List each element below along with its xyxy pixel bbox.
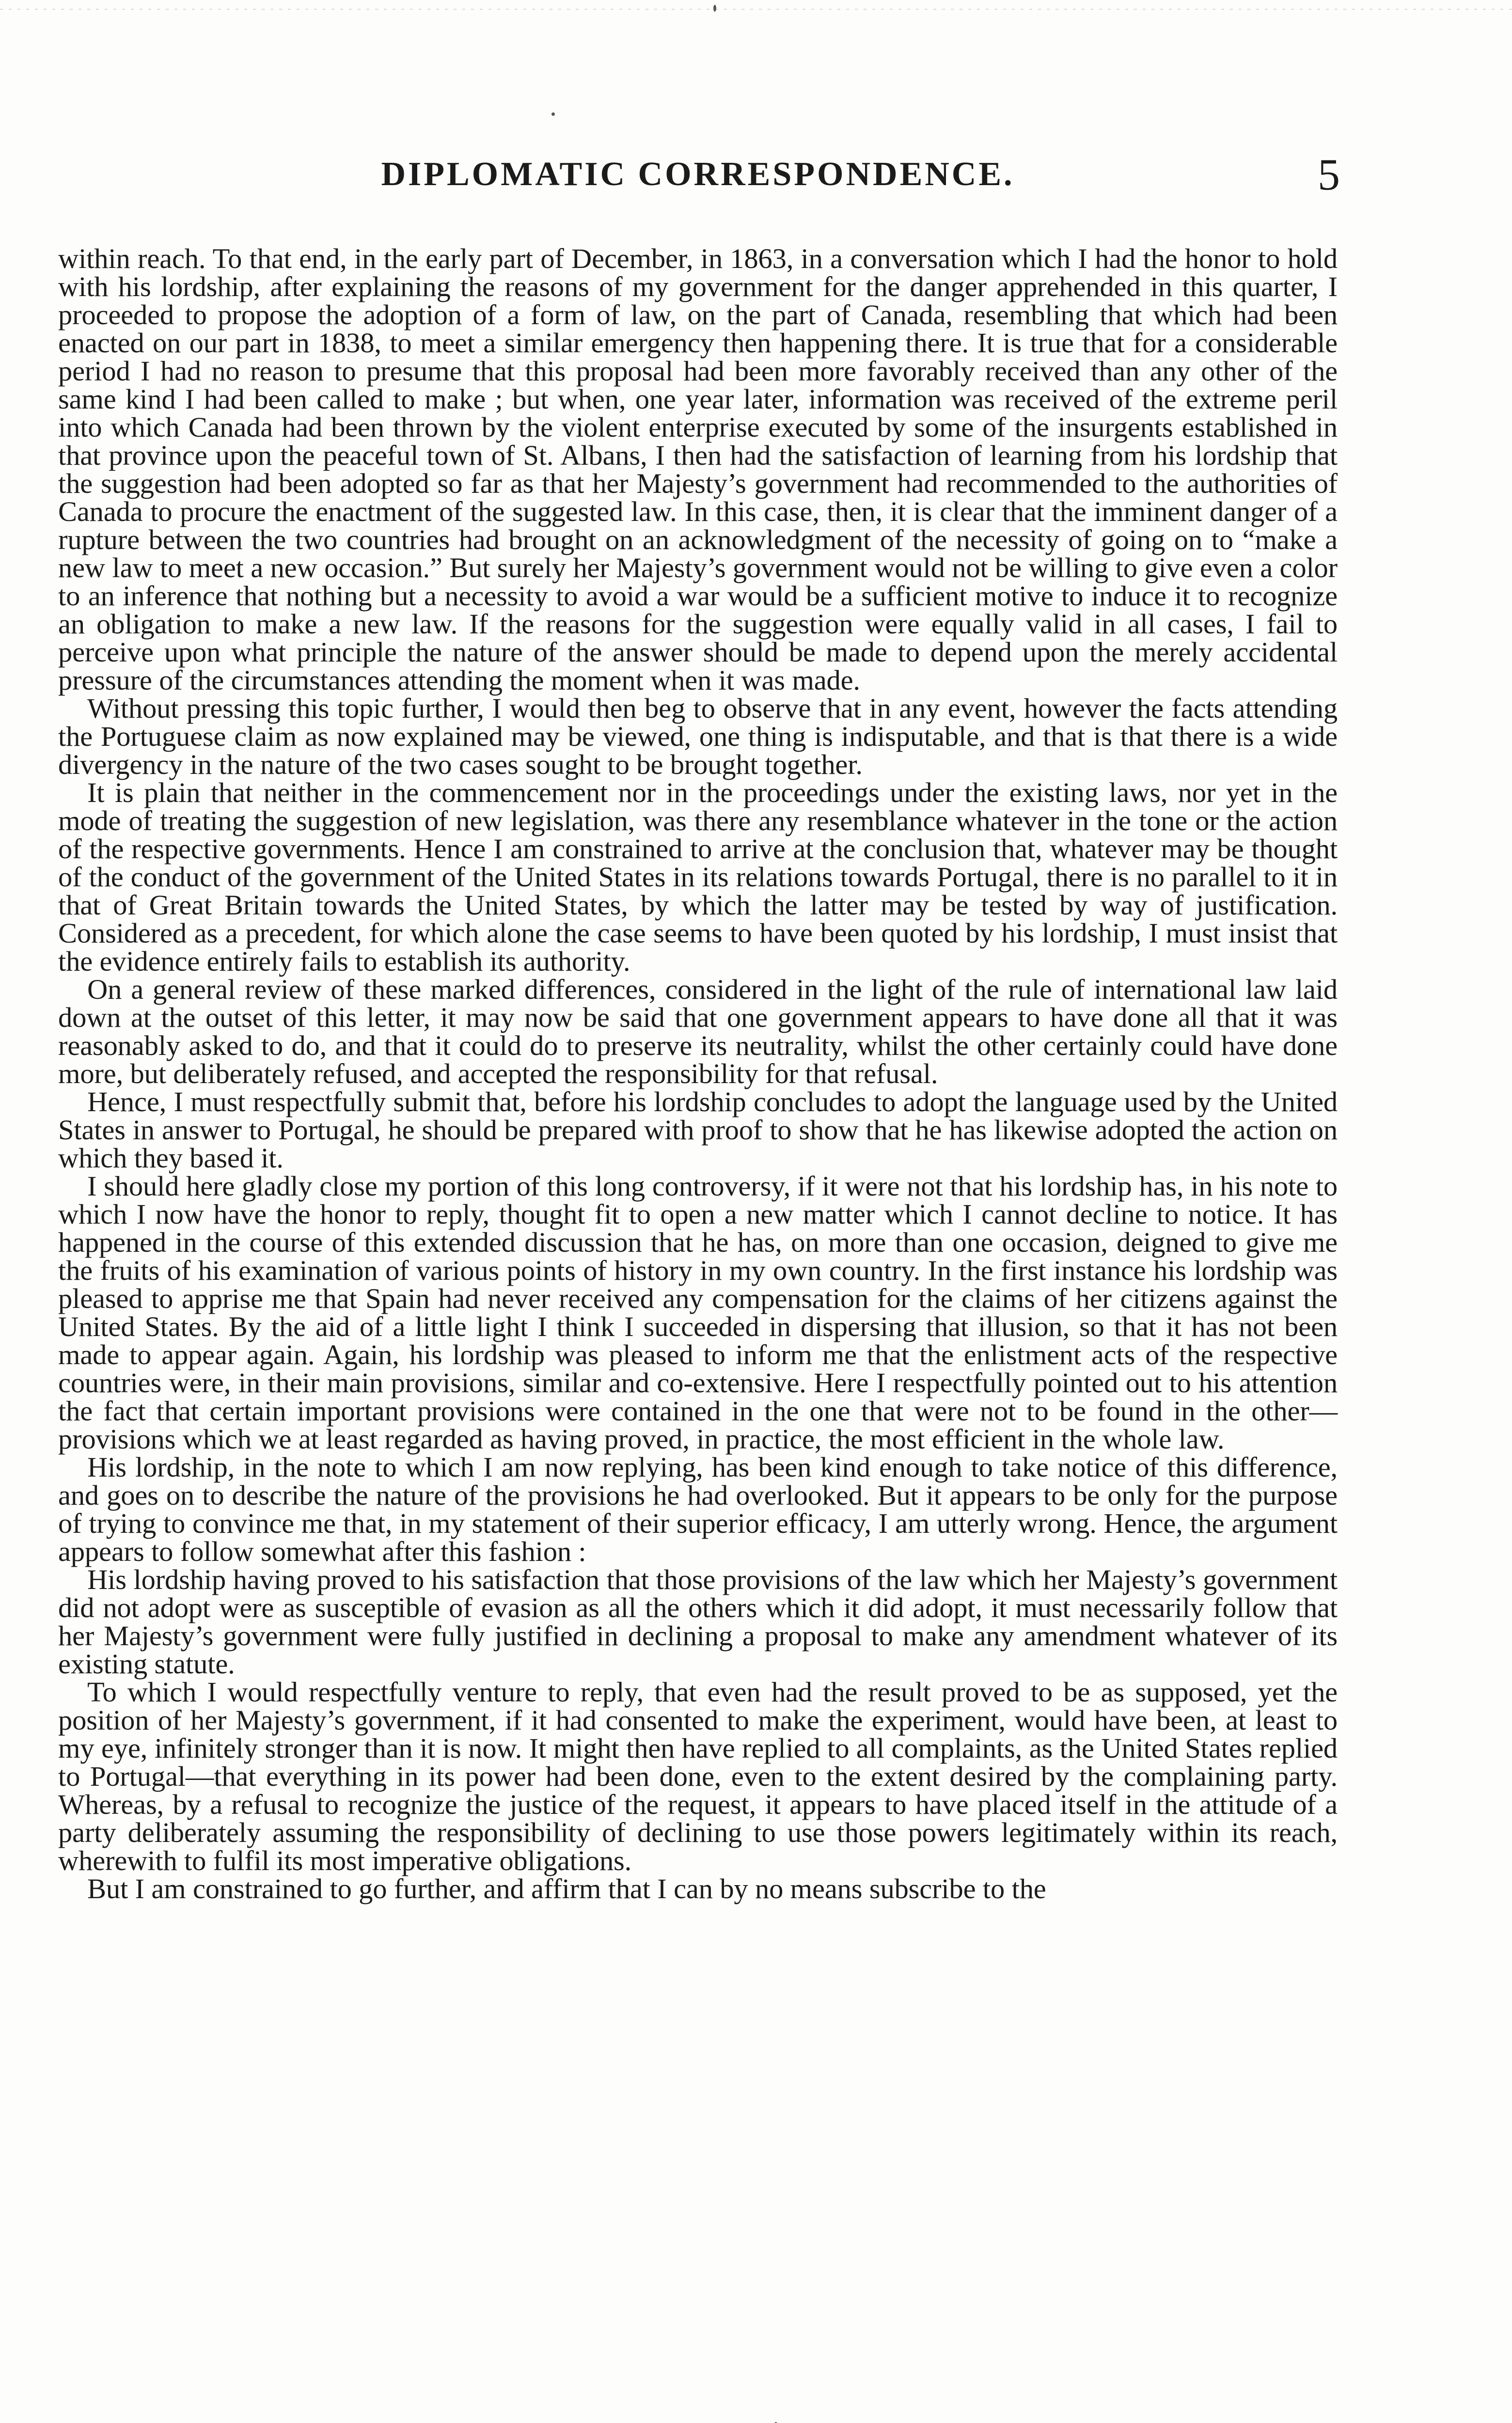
scan-speck [713, 5, 716, 12]
scan-edge-rule [0, 9, 1512, 10]
scan-speck [551, 112, 555, 116]
running-title: DIPLOMATIC CORRESPONDENCE. [381, 156, 1015, 193]
paragraph-3: It is plain that neither in the commencement nor in the proceedings under the existing laws, nor yet in the mode of treating the suggestion of new legislation, was there any resemblance whatever in the tone or the action of the respective governments. Hence I am constrained to arrive at the conclusion that, whatever may be thought of the conduct of the government of the United States in its relations towards Portugal, there is no parallel to it in that of Great Britain towards the United States, by which the latter may be tested by way of justification. Considered as a precedent, for which alone the case seems to have been quoted by his lordship, I must insist that the evidence entirely fails to establish its authority. [58, 777, 1338, 977]
paragraph-7: His lordship, in the note to which I am now replying, has been kind enough to take notice of this difference, and goes on to describe the nature of the provisions he had overlooked. But it appears to be only for the purpose of trying to convince me that, in my statement of their superior efficacy, I am utterly wrong. Hence, the argument appears to follow somewhat after this fashion : [58, 1451, 1338, 1567]
paragraph-1: within reach. To that end, in the early part of December, in 1863, in a conversation which I had the honor to hold with his lordship, after explaining the reasons of my government for the danger apprehended in this quarter, I proceeded to propose the adoption of a form of law, on the part of Canada, resembling that which had been enacted on our part in 1838, to meet a similar emergency then happening there. It is true that for a considerable period I had no reason to presume that this proposal had been more favorably received than any other of the same kind I had been called to make ; but when, one year later, information was received of the extreme peril into which Canada had been thrown by the violent enterprise executed by some of the insurgents established in that province upon the peaceful town of St. Albans, I then had the satisfaction of learning from his lordship that the suggestion had been adopted so far as that her Majesty’s government had recommended to the authorities of Canada to procure the enactment of the suggested law. In this case, then, it is clear that the imminent danger of a rupture between the two countries had brought on an acknowledgment of the necessity of going on to “make a new law to meet a new occasion.” But surely her Majesty’s government would not be willing to give even a color to an inference that nothing but a necessity to avoid a war would be a sufficient motive to induce it to recognize an obligation to make a new law. If the reasons for the suggestion were equally valid in all cases, I fail to perceive upon what principle the nature of the answer should be made to depend upon the merely accidental pressure of the circumstances attending the moment when it was made. [58, 243, 1338, 696]
page-number: 5 [1318, 150, 1340, 199]
paragraph-9: To which I would respectfully venture to reply, that even had the result proved to be as supposed, yet the position of her Majesty’s government, if it had consented to make the experiment, would have been, at least to my eye, infinitely stronger than it is now. It might then have replied to all complaints, as the United States replied to Portugal—that everything in its power had been done, even to the extent desired by the complaining party. Whereas, by a refusal to recognize the justice of the request, it appears to have placed itself in the attitude of a party deliberately assuming the responsibility of declining to use those powers legitimately within its reach, wherewith to fulfil its most imperative obligations. [58, 1676, 1338, 1876]
paragraph-10: But I am constrained to go further, and affirm that I can by no means subscribe to the [87, 1873, 1046, 1904]
body-text [58, 245, 1338, 1903]
paragraph-8: His lordship having proved to his satisfaction that those provisions of the law which her Majesty’s government did not adopt were as susceptible of evasion as all the others which it did adopt, it must necessarily follow that her Majesty’s government were fully justified in declining a proposal to make any amendment whatever of its existing statute. [58, 1564, 1338, 1680]
page-header [58, 145, 1338, 204]
paragraph-4: On a general review of these marked differences, considered in the light of the rule of international law laid down at the outset of this letter, it may now be said that one government appears to have done all that it was reasonably asked to do, and that it could do to preserve its neutrality, whilst the other certainly could have done more, but deliberately refused, and accepted the responsibility for that refusal. [58, 974, 1338, 1089]
paragraph-2: Without pressing this topic further, I would then beg to observe that in any event, however the facts attending the Portuguese claim as now explained may be viewed, one thing is indisputable, and that is that there is a wide divergency in the nature of the two cases sought to be brought together. [58, 692, 1338, 780]
paragraph-6: I should here gladly close my portion of this long controversy, if it were not that his lordship has, in his note to which I now have the honor to reply, thought fit to open a new matter which I cannot decline to notice. It has happened in the course of this extended discussion that he has, on more than one occasion, deigned to give me the fruits of his examination of various points of history in my own country. In the first instance his lordship was pleased to apprise me that Spain had never received any compensation for the claims of her citizens against the United States. By the aid of a little light I think I succeeded in dispersing that illusion, so that it has not been made to appear again. Again, his lordship was pleased to inform me that the enlistment acts of the respective countries were, in their main provisions, similar and co-extensive. Here I respectfully pointed out to his attention the fact that certain important provisions were contained in the one that were not to be found in the other—provisions which we at least regarded as having proved, in practice, the most efficient in the whole law. [58, 1170, 1338, 1455]
paragraph-5: Hence, I must respectfully submit that, before his lordship concludes to adopt the language used by the United States in answer to Portugal, he should be prepared with proof to show that he has likewise adopted the action on which they based it. [58, 1086, 1338, 1174]
